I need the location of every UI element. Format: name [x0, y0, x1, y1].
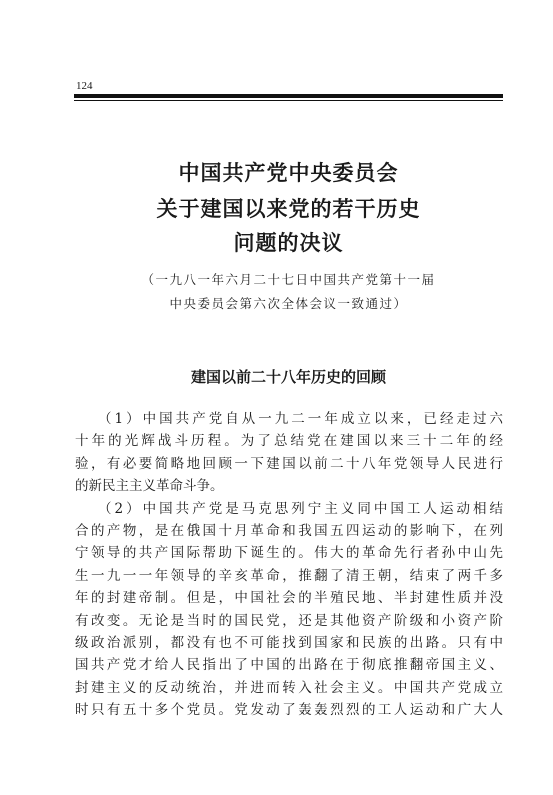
- body-line: 的新民主主义革命斗争。: [75, 478, 224, 495]
- body-line: 年的封建帝制。但是，中国社会的半殖民地、半封建性质并没: [75, 590, 503, 607]
- body-line: 有改变。无论是当时的国民党，还是其他资产阶级和小资产阶: [75, 612, 503, 629]
- body-line: 验，有必要简略地回顾一下建国以前二十八年党领导人民进行: [75, 455, 503, 472]
- document-title-line-3: 问题的决议: [233, 231, 344, 255]
- body-line: （1）中国共产党自从一九二一年成立以来，已经走过六: [98, 411, 503, 427]
- body-line: 十年的光辉战斗历程。为了总结党在建国以来三十二年的经: [75, 433, 503, 450]
- body-line: 级政治派别，都没有也不可能找到国家和民族的出路。只有中: [75, 635, 503, 651]
- subtitle-line-1: （一九八一年六月二十七日中国共产党第十一届: [141, 272, 436, 287]
- section-heading: 建国以前二十八年历史的回顾: [190, 368, 386, 386]
- document-title-line-2: 关于建国以来党的若干历史: [156, 197, 421, 221]
- body-line: 宁领导的共产国际帮助下诞生的。伟大的革命先行者孙中山先: [75, 545, 503, 562]
- body-line: 生一九一一年领导的辛亥革命，推翻了清王朝，结束了两千多: [75, 567, 503, 584]
- header-rule-thin: [74, 100, 503, 101]
- body-line: 合的产物，是在俄国十月革命和我国五四运动的影响下，在列: [75, 523, 503, 539]
- page-number: 124: [76, 80, 93, 92]
- header-rule-thick: [74, 94, 503, 98]
- body-line: 国共产党才给人民指出了中国的出路在于彻底推翻帝国主义、: [75, 657, 503, 674]
- body-line: 封建主义的反动统治，并进而转入社会主义。中国共产党成立: [75, 679, 503, 696]
- document-title-line-1: 中国共产党中央委员会: [178, 161, 399, 185]
- body-line: 时只有五十多个党员。党发动了轰轰烈烈的工人运动和广大人: [75, 702, 503, 719]
- subtitle-line-2: 中央委员会第六次全体会议一致通过）: [169, 296, 408, 311]
- body-line: （2）中国共产党是马克思列宁主义同中国工人运动相结: [98, 500, 503, 517]
